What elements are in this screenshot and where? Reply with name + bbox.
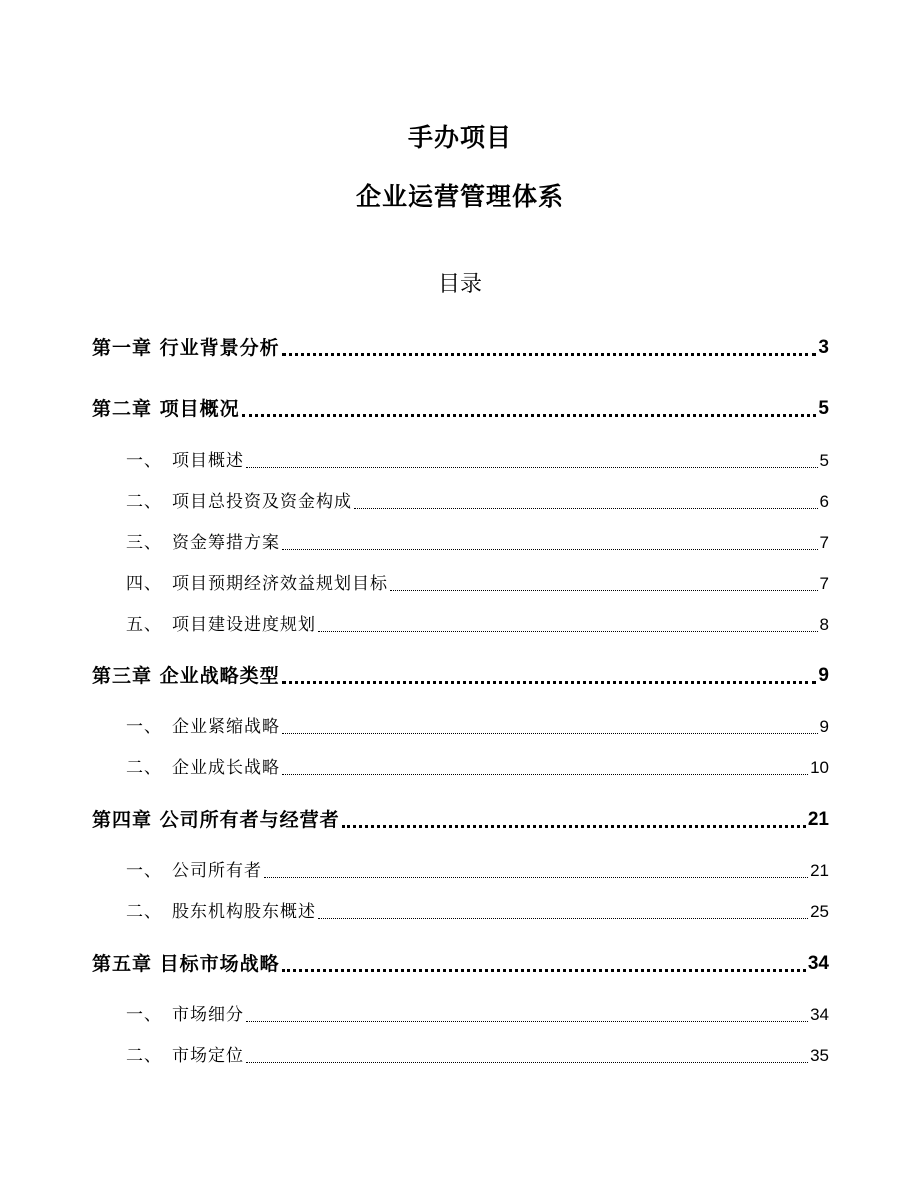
toc-entry-text xyxy=(126,715,280,739)
toc-entry-label: 第一章 行业背景分析 xyxy=(92,337,280,359)
toc-page-number: 9 xyxy=(819,717,829,736)
toc-entry-text xyxy=(126,490,352,514)
toc-entry-label: 第二章 项目概况 xyxy=(92,398,240,420)
toc-chapter-entry[interactable] xyxy=(92,334,829,362)
toc-section-entry[interactable] xyxy=(126,572,829,596)
document-subtitle: 企业运营管理体系 xyxy=(355,182,564,211)
toc-page-number: 5 xyxy=(818,398,829,419)
toc-entry-label: 公司所有者 xyxy=(172,861,262,881)
toc-entry-label: 企业成长战略 xyxy=(172,758,280,778)
toc-entry-number: 二、 xyxy=(126,1046,162,1066)
toc-page-number: 10 xyxy=(810,758,829,777)
toc-section-entry[interactable] xyxy=(126,490,829,514)
toc-entry-text xyxy=(126,859,262,883)
toc-chapter-entry[interactable] xyxy=(92,950,829,978)
toc-entry-label: 资金筹措方案 xyxy=(172,533,280,553)
toc-entry-label: 股东机构股东概述 xyxy=(172,902,316,922)
dot-leader xyxy=(282,950,806,978)
toc-page-number: 34 xyxy=(807,953,829,974)
toc-page-number: 7 xyxy=(819,574,829,593)
toc-entry-number: 一、 xyxy=(126,1005,162,1025)
toc-entry-text xyxy=(126,449,244,473)
toc-page-number: 9 xyxy=(818,665,829,686)
toc-entry-label: 第五章 目标市场战略 xyxy=(92,953,280,975)
toc-entry-text xyxy=(126,1003,244,1027)
toc-page-number: 5 xyxy=(819,451,829,470)
dot-leader xyxy=(246,1003,808,1027)
dot-leader xyxy=(282,334,817,362)
toc-entry-number: 五、 xyxy=(126,615,162,635)
toc-page-number: 21 xyxy=(807,809,829,830)
toc-entry-label: 企业紧缩战略 xyxy=(172,717,280,737)
dot-leader xyxy=(282,531,818,555)
toc-entry-number: 二、 xyxy=(126,758,162,778)
dot-leader xyxy=(282,715,818,739)
toc-entry-label: 市场定位 xyxy=(172,1046,244,1066)
toc-entry-label: 项目建设进度规划 xyxy=(172,615,316,635)
dot-leader xyxy=(246,1044,808,1068)
dot-leader xyxy=(246,449,818,473)
toc-page-number: 3 xyxy=(818,337,829,358)
toc-entry-number: 一、 xyxy=(126,451,162,471)
toc-page-number: 7 xyxy=(819,533,829,552)
dot-leader xyxy=(282,756,808,780)
toc-section-entry[interactable] xyxy=(126,715,829,739)
toc-entry-number: 二、 xyxy=(126,492,162,512)
toc-page-number: 34 xyxy=(810,1005,829,1024)
toc-entry-text xyxy=(126,756,280,780)
dot-leader xyxy=(390,572,818,596)
toc-entry-text xyxy=(126,531,280,555)
toc-heading: 目录 xyxy=(437,272,482,297)
toc-section-entry[interactable] xyxy=(126,1044,829,1068)
toc-section-entry[interactable] xyxy=(126,756,829,780)
toc-entry-text xyxy=(126,1044,244,1068)
toc-entry-number: 三、 xyxy=(126,533,162,553)
toc-section-entry[interactable] xyxy=(126,900,829,924)
toc-chapter-entry[interactable] xyxy=(92,662,829,690)
toc-entry-number: 一、 xyxy=(126,861,162,881)
toc-section-entry[interactable] xyxy=(126,613,829,637)
dot-leader xyxy=(282,662,817,690)
toc-section-entry[interactable] xyxy=(126,449,829,473)
dot-leader xyxy=(264,859,808,883)
toc-entry-label: 市场细分 xyxy=(172,1005,244,1025)
toc-entry-label: 项目总投资及资金构成 xyxy=(172,492,352,512)
toc-page-number: 35 xyxy=(810,1046,829,1065)
toc-page-number: 8 xyxy=(819,615,829,634)
toc-chapter-entry[interactable] xyxy=(92,806,829,834)
dot-leader xyxy=(342,806,806,834)
toc-entry-number: 二、 xyxy=(126,902,162,922)
toc-entry-label: 项目概述 xyxy=(172,451,244,471)
toc-entry-label: 第四章 公司所有者与经营者 xyxy=(92,809,340,831)
toc-section-entry[interactable] xyxy=(126,1003,829,1027)
toc-entry-text xyxy=(126,572,388,596)
toc-entry-text xyxy=(126,900,316,924)
toc-section-entry[interactable] xyxy=(126,531,829,555)
toc-section-entry[interactable] xyxy=(126,859,829,883)
toc-chapter-entry[interactable] xyxy=(92,395,829,423)
toc-entry-text xyxy=(126,613,316,637)
toc-page-number: 6 xyxy=(819,492,829,511)
dot-leader xyxy=(242,395,817,423)
toc-entry-number: 四、 xyxy=(126,574,162,594)
dot-leader xyxy=(318,900,808,924)
toc-entry-number: 一、 xyxy=(126,717,162,737)
toc-entry-label: 第三章 企业战略类型 xyxy=(92,665,280,687)
dot-leader xyxy=(354,490,818,514)
toc-page-number: 25 xyxy=(810,902,829,921)
dot-leader xyxy=(318,613,818,637)
toc-page-number: 21 xyxy=(810,861,829,880)
document-title: 手办项目 xyxy=(407,123,512,152)
toc-entry-label: 项目预期经济效益规划目标 xyxy=(172,574,388,594)
